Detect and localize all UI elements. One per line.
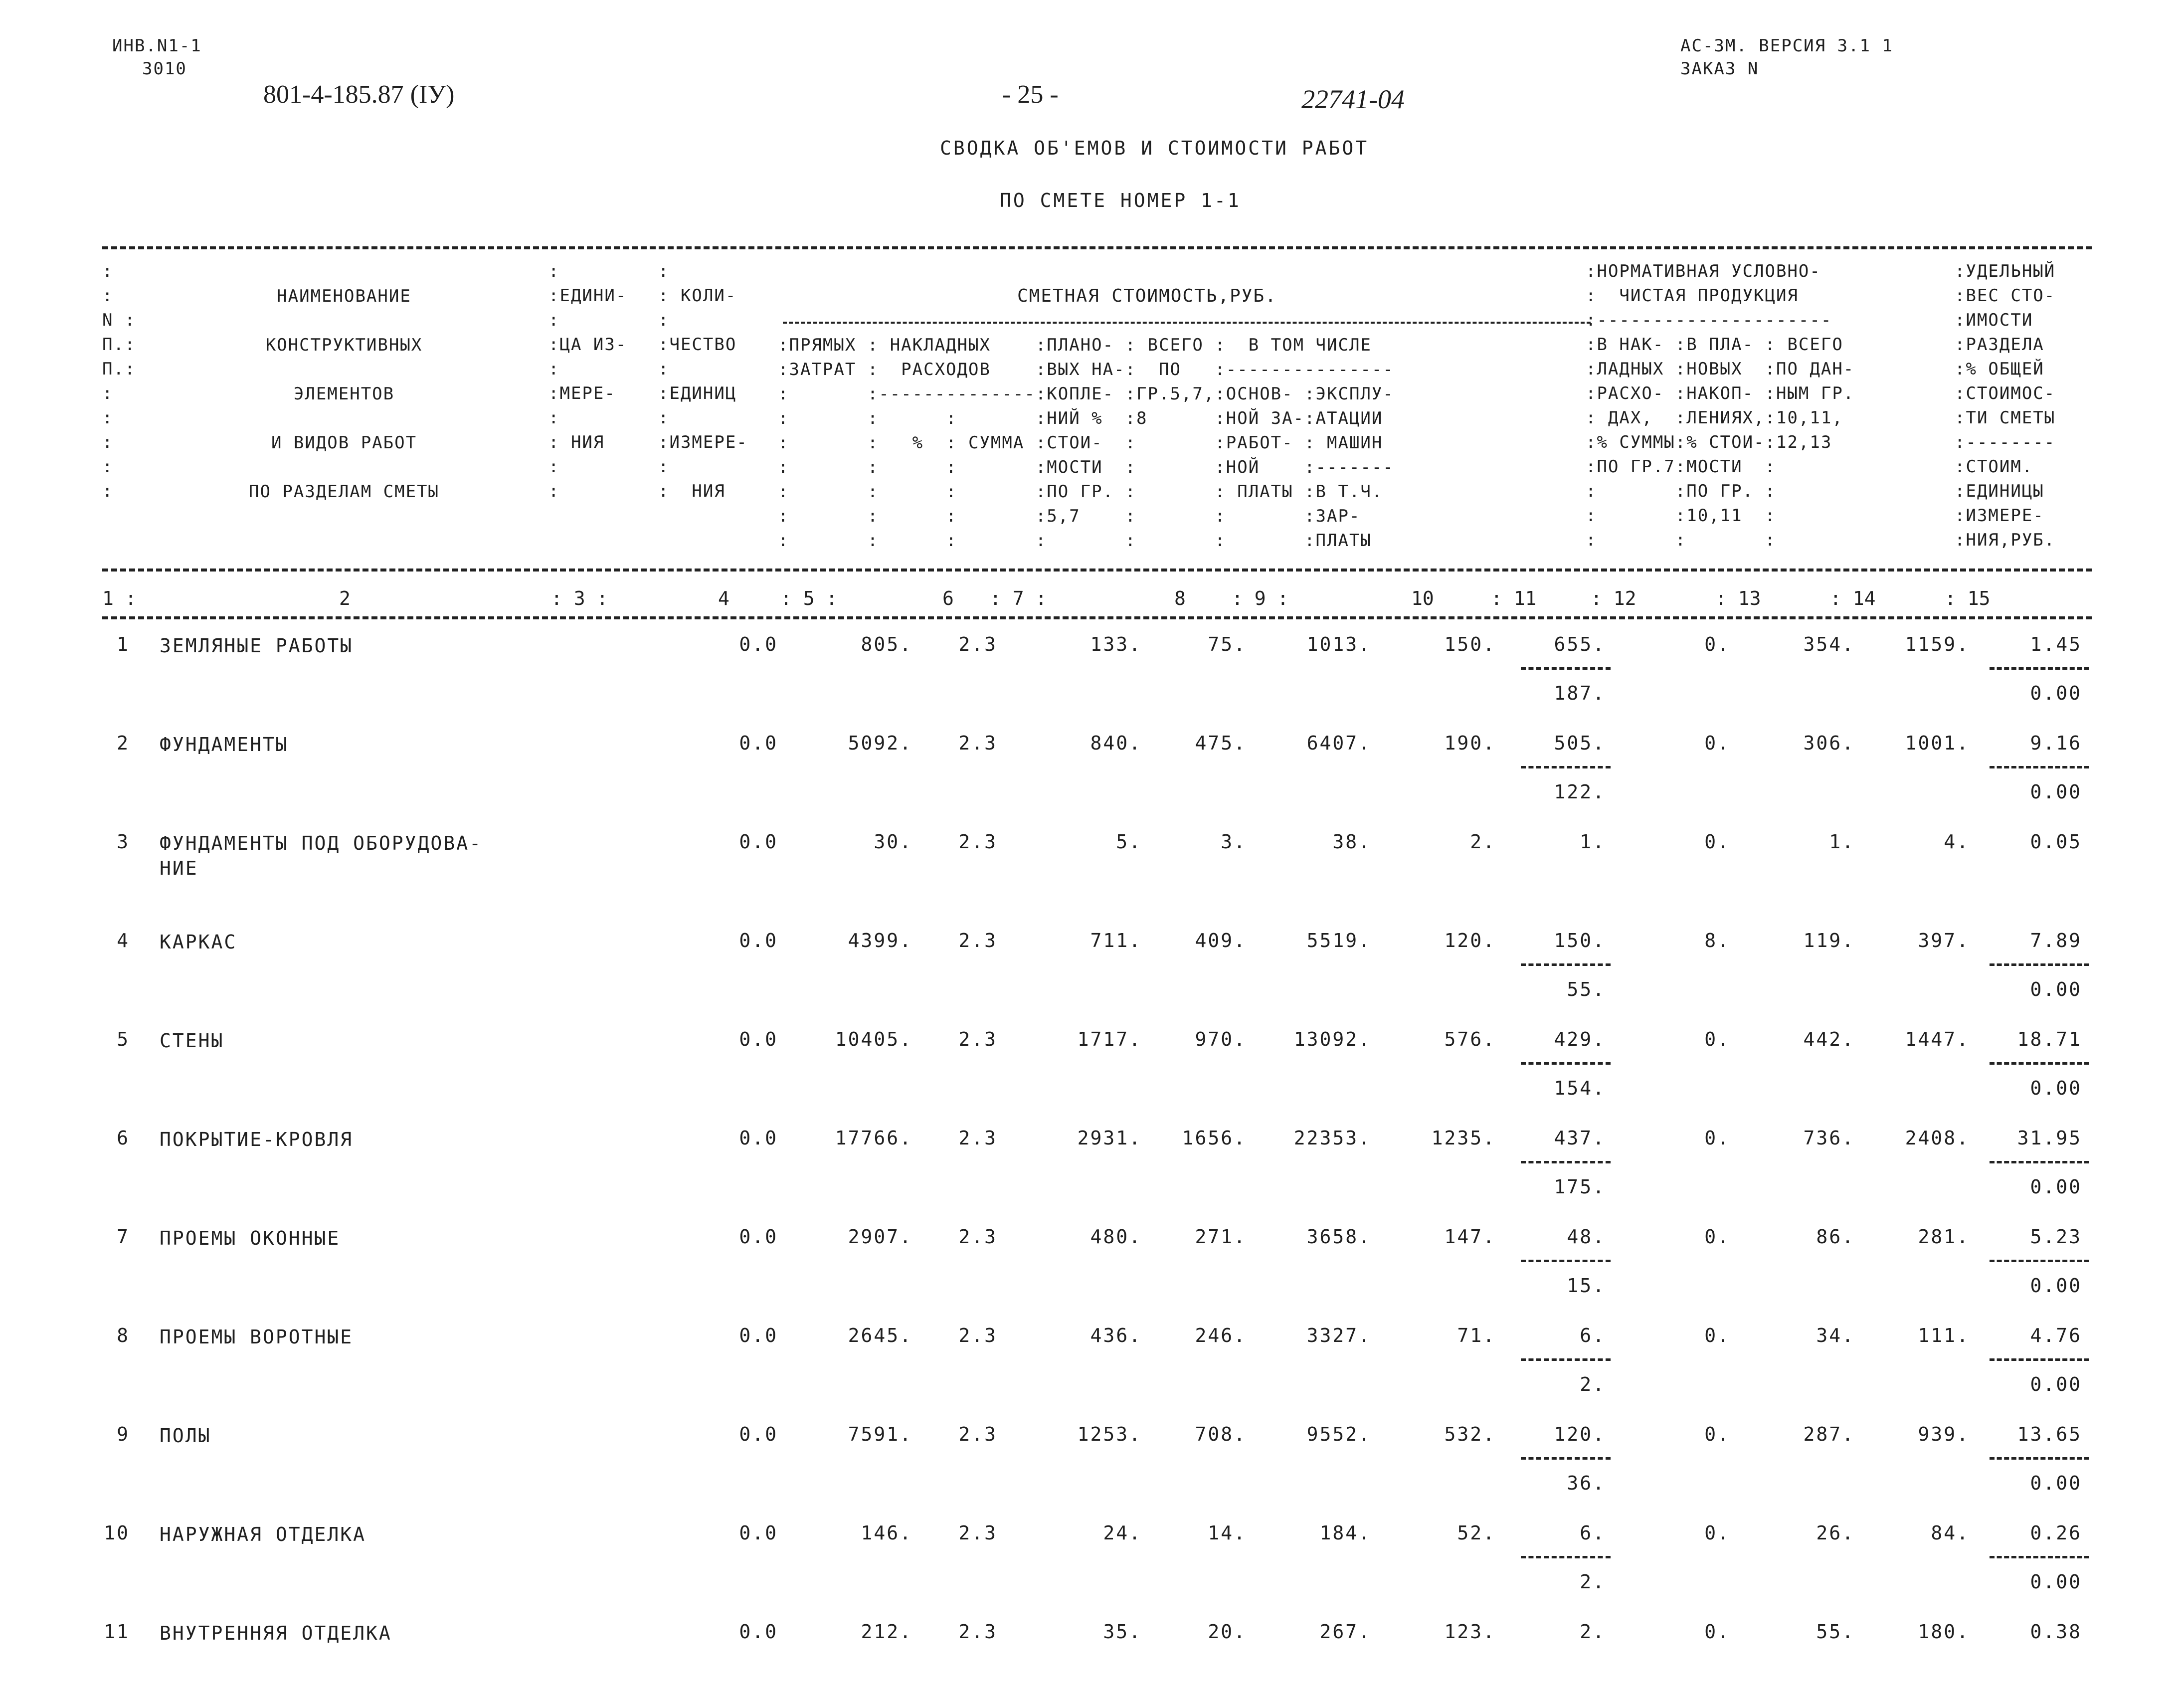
table-top-rule: [102, 246, 2092, 249]
row-number: 5: [117, 1028, 130, 1050]
row-number: 4: [117, 930, 130, 951]
row-cell-divider: [1990, 1457, 2089, 1460]
row-norm-planned: 26.: [1816, 1522, 1855, 1544]
row-overhead-percent: 2.3: [958, 930, 997, 951]
row-norm-total: 397.: [1918, 930, 1970, 951]
row-machine-wages: 15.: [1567, 1275, 1606, 1297]
row-planned-savings: 246.: [1195, 1325, 1247, 1346]
row-machine-costs: 655.: [1554, 633, 1606, 655]
row-base-wages: 2.: [1470, 831, 1496, 853]
row-number: 3: [117, 831, 130, 853]
row-machine-costs: 2.: [1580, 1621, 1606, 1643]
row-name: ФУНДАМЕНТЫ: [160, 734, 289, 756]
row-overhead-sum: 35.: [1103, 1621, 1142, 1643]
row-planned-savings: 970.: [1195, 1028, 1247, 1050]
row-cell-divider: [1521, 667, 1611, 670]
row-planned-savings: 475.: [1195, 732, 1247, 754]
row-name: НАРУЖНАЯ ОТДЕЛКА: [160, 1523, 366, 1545]
row-name: ПОКРЫТИЕ-КРОВЛЯ: [160, 1129, 354, 1150]
row-base-wages: 190.: [1444, 732, 1496, 754]
row-norm-planned: 442.: [1803, 1028, 1855, 1050]
row-direct-costs: 4399.: [848, 930, 912, 951]
row-quantity: 0.0: [739, 1621, 778, 1643]
row-norm-overhead: 0.: [1704, 1028, 1730, 1050]
row-direct-costs: 146.: [861, 1522, 912, 1544]
colnum-10: 10: [1411, 587, 1434, 609]
row-machine-wages: 187.: [1554, 682, 1606, 704]
row-number: 6: [117, 1127, 130, 1149]
row-unit-cost: 0.00: [2030, 682, 2082, 704]
row-machine-wages: 55.: [1567, 978, 1606, 1000]
row-norm-overhead: 0.: [1704, 831, 1730, 853]
header-group-cost: СМЕТНАЯ СТОИМОСТЬ,РУБ.: [1017, 286, 1277, 306]
colnum-15: : 15: [1945, 587, 1991, 609]
row-norm-total: 281.: [1918, 1226, 1970, 1248]
row-unit-cost: 0.00: [2030, 1571, 2082, 1593]
row-norm-total: 84.: [1931, 1522, 1970, 1544]
row-overhead-percent: 2.3: [958, 1226, 997, 1248]
row-overhead-sum: 840.: [1090, 732, 1142, 754]
row-unit-cost: 0.00: [2030, 1077, 2082, 1099]
row-number: 1: [117, 633, 130, 655]
row-total: 184.: [1319, 1522, 1371, 1544]
row-number: 8: [117, 1325, 130, 1346]
row-quantity: 0.0: [739, 1028, 778, 1050]
row-overhead-percent: 2.3: [958, 831, 997, 853]
row-norm-planned: 34.: [1816, 1325, 1855, 1346]
row-overhead-percent: 2.3: [958, 1028, 997, 1050]
row-machine-costs: 6.: [1580, 1325, 1606, 1346]
row-norm-planned: 86.: [1816, 1226, 1855, 1248]
row-share: 18.71: [2017, 1028, 2082, 1050]
row-machine-wages: 175.: [1554, 1176, 1606, 1198]
colnum-3: : 3 :: [551, 587, 608, 609]
row-machine-costs: 150.: [1554, 930, 1606, 951]
row-machine-wages: 2.: [1580, 1571, 1606, 1593]
table-row: [0, 1522, 2179, 1612]
row-overhead-percent: 2.3: [958, 1325, 997, 1346]
row-total: 267.: [1319, 1621, 1371, 1643]
row-quantity: 0.0: [739, 930, 778, 951]
row-overhead-sum: 711.: [1090, 930, 1142, 951]
row-planned-savings: 271.: [1195, 1226, 1247, 1248]
document-code: 801-4-185.87 (IУ): [263, 80, 455, 109]
row-share: 5.23: [2030, 1226, 2082, 1248]
table-row: [0, 1127, 2179, 1217]
row-share: 1.45: [2030, 633, 2082, 655]
row-cell-divider: [1521, 1260, 1611, 1262]
row-base-wages: 576.: [1444, 1028, 1496, 1050]
row-machine-costs: 1.: [1580, 831, 1606, 853]
row-planned-savings: 75.: [1208, 633, 1247, 655]
row-norm-total: 1001.: [1905, 732, 1970, 754]
row-name: ФУНДАМЕНТЫ ПОД ОБОРУДОВА-НИЕ: [160, 832, 482, 879]
row-cell-divider: [1990, 963, 2089, 966]
table-row: [0, 1423, 2179, 1513]
row-name: КАРКАС: [160, 931, 237, 953]
row-norm-planned: 1.: [1829, 831, 1855, 853]
header-cost-subcolumns: :ПРЯМЫХ : НАКЛАДНЫХ :ПЛАНО- : ВСЕГО : В ТОМ ЧИСЛЕ :ЗАТРАТ : РАСХОДОВ :ВЫХ НА-: ПО :--------------- : :--------------:КОПЛЕ- :ГР.5,7,:ОСНОВ- :ЭКСПЛУ- : : : :НИЙ % :8 :НОЙ ЗА-:АТАЦИИ : : % : СУММА :СТОИ- : :РАБОТ- : МАШИН : : : :МОСТИ : :НОЙ :------- : : : :ПО ГР. : : ПЛАТЫ :В Т.Ч. : : : :5,7 : : :ЗАР- : : : : : : :ПЛАТЫ: [778, 335, 1394, 551]
row-machine-costs: 48.: [1567, 1226, 1606, 1248]
colnum-8: 8: [1174, 587, 1186, 609]
row-overhead-sum: 1717.: [1077, 1028, 1142, 1050]
row-norm-total: 4.: [1944, 831, 1970, 853]
page-subtitle: ПО СМЕТЕ НОМЕР 1-1: [1000, 190, 1241, 211]
inventory-code: 3010: [142, 59, 187, 79]
row-machine-costs: 437.: [1554, 1127, 1606, 1149]
row-cell-divider: [1521, 1556, 1611, 1558]
row-quantity: 0.0: [739, 1522, 778, 1544]
page-number: - 25 -: [1002, 80, 1059, 109]
row-unit-cost: 0.00: [2030, 1275, 2082, 1297]
row-overhead-sum: 133.: [1090, 633, 1142, 655]
row-total: 3658.: [1306, 1226, 1371, 1248]
row-machine-costs: 429.: [1554, 1028, 1606, 1050]
row-direct-costs: 805.: [861, 633, 912, 655]
row-norm-total: 111.: [1918, 1325, 1970, 1346]
row-share: 9.16: [2030, 732, 2082, 754]
row-quantity: 0.0: [739, 1226, 778, 1248]
row-number: 10: [104, 1522, 130, 1544]
order-label: ЗАКАЗ N: [1680, 59, 1759, 79]
row-quantity: 0.0: [739, 633, 778, 655]
row-name: ВНУТРЕННЯЯ ОТДЕЛКА: [160, 1622, 392, 1644]
page-title: СВОДКА ОБ'ЕМОВ И СТОИМОСТИ РАБОТ: [940, 137, 1369, 159]
version-label: АС-3М. ВЕРСИЯ 3.1 1: [1680, 36, 1893, 56]
row-direct-costs: 2907.: [848, 1226, 912, 1248]
handwritten-reference: 22741-04: [1301, 84, 1405, 114]
row-overhead-sum: 1253.: [1077, 1423, 1142, 1445]
row-norm-overhead: 0.: [1704, 1127, 1730, 1149]
row-quantity: 0.0: [739, 1423, 778, 1445]
table-row: [0, 633, 2179, 723]
colnum-1: 1 :: [102, 587, 137, 609]
row-cell-divider: [1521, 1358, 1611, 1361]
row-norm-overhead: 0.: [1704, 1226, 1730, 1248]
row-base-wages: 120.: [1444, 930, 1496, 951]
row-overhead-sum: 24.: [1103, 1522, 1142, 1544]
row-cell-divider: [1521, 963, 1611, 966]
colnum-12: : 12: [1591, 587, 1636, 609]
row-base-wages: 532.: [1444, 1423, 1496, 1445]
row-machine-wages: 36.: [1567, 1472, 1606, 1494]
row-share: 13.65: [2017, 1423, 2082, 1445]
row-direct-costs: 10405.: [835, 1028, 912, 1050]
table-row: [0, 831, 2179, 921]
row-norm-planned: 306.: [1803, 732, 1855, 754]
row-norm-planned: 736.: [1803, 1127, 1855, 1149]
row-cell-divider: [1521, 1457, 1611, 1460]
row-total: 5519.: [1306, 930, 1371, 951]
row-total: 22353.: [1293, 1127, 1371, 1149]
row-cell-divider: [1990, 1358, 2089, 1361]
row-base-wages: 123.: [1444, 1621, 1496, 1643]
row-share: 4.76: [2030, 1325, 2082, 1346]
row-share: 0.38: [2030, 1621, 2082, 1643]
row-norm-planned: 354.: [1803, 633, 1855, 655]
row-name: ПРОЕМЫ ВОРОТНЫЕ: [160, 1326, 354, 1348]
row-cell-divider: [1990, 667, 2089, 670]
table-row: [0, 1621, 2179, 1681]
row-overhead-percent: 2.3: [958, 1127, 997, 1149]
row-norm-planned: 55.: [1816, 1621, 1855, 1643]
row-norm-planned: 119.: [1803, 930, 1855, 951]
row-quantity: 0.0: [739, 732, 778, 754]
row-planned-savings: 409.: [1195, 930, 1247, 951]
row-total: 38.: [1332, 831, 1371, 853]
row-total: 13092.: [1293, 1028, 1371, 1050]
row-quantity: 0.0: [739, 831, 778, 853]
row-unit-cost: 0.00: [2030, 1373, 2082, 1395]
colnum-13: : 13: [1715, 587, 1761, 609]
row-planned-savings: 3.: [1221, 831, 1247, 853]
colnum-7: : 7 :: [990, 587, 1047, 609]
row-name: СТЕНЫ: [160, 1030, 224, 1052]
row-direct-costs: 212.: [861, 1621, 912, 1643]
row-planned-savings: 14.: [1208, 1522, 1247, 1544]
row-unit-cost: 0.00: [2030, 1472, 2082, 1494]
table-row: [0, 1325, 2179, 1414]
table-header-rule: [102, 569, 2092, 571]
row-name: ПОЛЫ: [160, 1425, 211, 1447]
row-number: 9: [117, 1423, 130, 1445]
row-machine-costs: 6.: [1580, 1522, 1606, 1544]
header-group-share: :УДЕЛЬНЫЙ :ВЕС СТО- :ИМОСТИ :РАЗДЕЛА :% ОБЩЕЙ :СТОИМОС- :ТИ СМЕТЫ :-------- :СТОИМ. :ЕДИНИЦЫ :ИЗМЕРЕ- :НИЯ,РУБ.: [1955, 261, 2056, 550]
header-group-norm: :НОРМАТИВНАЯ УСЛОВНО- : ЧИСТАЯ ПРОДУКЦИЯ :--------------------- :В НАК- :В ПЛА- : ВСЕГО :ЛАДНЫХ :НОВЫХ :ПО ДАН- :РАСХО- :НАКОП- :НЫМ ГР. : ДАХ, :ЛЕНИЯХ,:10,11, :% СУММЫ:% СТОИ-:12,13 :ПО ГР.7:МОСТИ : : :ПО ГР. : : :10,11 : : : :: [1586, 261, 1855, 550]
row-base-wages: 147.: [1444, 1226, 1496, 1248]
row-overhead-sum: 436.: [1090, 1325, 1142, 1346]
row-unit-cost: 0.00: [2030, 978, 2082, 1000]
row-number: 2: [117, 732, 130, 754]
row-base-wages: 1235.: [1431, 1127, 1496, 1149]
row-norm-overhead: 0.: [1704, 1522, 1730, 1544]
colnum-6: 6: [942, 587, 954, 609]
row-machine-wages: 2.: [1580, 1373, 1606, 1395]
row-base-wages: 52.: [1457, 1522, 1496, 1544]
colnum-5: : 5 :: [780, 587, 838, 609]
row-cell-divider: [1990, 1260, 2089, 1262]
row-norm-overhead: 0.: [1704, 732, 1730, 754]
row-planned-savings: 708.: [1195, 1423, 1247, 1445]
row-planned-savings: 1656.: [1182, 1127, 1247, 1149]
row-direct-costs: 17766.: [835, 1127, 912, 1149]
table-row: [0, 930, 2179, 1019]
header-col-quantity: : : КОЛИ- : :ЧЕСТВО : :ЕДИНИЦ : :ИЗМЕРЕ- : : НИЯ: [658, 261, 748, 501]
row-overhead-percent: 2.3: [958, 1621, 997, 1643]
row-total: 9552.: [1306, 1423, 1371, 1445]
row-overhead-sum: 5.: [1116, 831, 1142, 853]
header-col-name: НАИМЕНОВАНИЕ КОНСТРУКТИВНЫХ ЭЛЕМЕНТОВ И ВИДОВ РАБОТ ПО РАЗДЕЛАМ СМЕТЫ: [249, 286, 439, 502]
row-norm-overhead: 0.: [1704, 1621, 1730, 1643]
row-share: 0.26: [2030, 1522, 2082, 1544]
row-cell-divider: [1521, 1161, 1611, 1163]
row-machine-wages: 122.: [1554, 781, 1606, 803]
row-machine-wages: 154.: [1554, 1077, 1606, 1099]
row-cell-divider: [1521, 766, 1611, 768]
row-share: 31.95: [2017, 1127, 2082, 1149]
colnum-4: 4: [718, 587, 729, 609]
row-norm-overhead: 0.: [1704, 1423, 1730, 1445]
row-overhead-sum: 2931.: [1077, 1127, 1142, 1149]
header-col-number: : : N : П.: П.: : : : : :: [102, 261, 136, 501]
row-unit-cost: 0.00: [2030, 781, 2082, 803]
table-row: [0, 732, 2179, 822]
row-norm-total: 180.: [1918, 1621, 1970, 1643]
row-norm-overhead: 0.: [1704, 633, 1730, 655]
row-overhead-percent: 2.3: [958, 1522, 997, 1544]
header-cost-divider: [783, 322, 1591, 324]
colnum-14: : 14: [1830, 587, 1876, 609]
table-numbers-rule: [102, 616, 2092, 619]
row-overhead-percent: 2.3: [958, 1423, 997, 1445]
row-machine-costs: 120.: [1554, 1423, 1606, 1445]
colnum-2: 2: [339, 587, 351, 609]
row-norm-overhead: 8.: [1704, 930, 1730, 951]
row-norm-total: 1159.: [1905, 633, 1970, 655]
header-col-unit: : :ЕДИНИ- : :ЦА ИЗ- : :МЕРЕ- : : НИЯ : :: [548, 261, 627, 501]
row-cell-divider: [1521, 1062, 1611, 1065]
row-cell-divider: [1990, 1556, 2089, 1558]
row-total: 3327.: [1306, 1325, 1371, 1346]
row-number: 11: [104, 1621, 130, 1643]
row-overhead-percent: 2.3: [958, 633, 997, 655]
row-norm-total: 1447.: [1905, 1028, 1970, 1050]
row-norm-total: 2408.: [1905, 1127, 1970, 1149]
row-norm-total: 939.: [1918, 1423, 1970, 1445]
row-overhead-sum: 480.: [1090, 1226, 1142, 1248]
row-norm-overhead: 0.: [1704, 1325, 1730, 1346]
row-cell-divider: [1990, 766, 2089, 768]
row-norm-planned: 287.: [1803, 1423, 1855, 1445]
row-direct-costs: 5092.: [848, 732, 912, 754]
colnum-11: : 11: [1491, 587, 1537, 609]
row-direct-costs: 7591.: [848, 1423, 912, 1445]
row-total: 1013.: [1306, 633, 1371, 655]
row-overhead-percent: 2.3: [958, 732, 997, 754]
table-row: [0, 1028, 2179, 1118]
colnum-9: : 9 :: [1232, 587, 1289, 609]
row-machine-costs: 505.: [1554, 732, 1606, 754]
row-planned-savings: 20.: [1208, 1621, 1247, 1643]
row-total: 6407.: [1306, 732, 1371, 754]
row-quantity: 0.0: [739, 1127, 778, 1149]
row-share: 0.05: [2030, 831, 2082, 853]
row-direct-costs: 2645.: [848, 1325, 912, 1346]
row-direct-costs: 30.: [874, 831, 912, 853]
row-base-wages: 71.: [1457, 1325, 1496, 1346]
row-name: ЗЕМЛЯНЫЕ РАБОТЫ: [160, 635, 354, 657]
row-unit-cost: 0.00: [2030, 1176, 2082, 1198]
row-base-wages: 150.: [1444, 633, 1496, 655]
row-quantity: 0.0: [739, 1325, 778, 1346]
row-number: 7: [117, 1226, 130, 1248]
row-cell-divider: [1990, 1161, 2089, 1163]
inventory-label: ИНВ.N1-1: [112, 36, 202, 56]
table-row: [0, 1226, 2179, 1316]
row-cell-divider: [1990, 1062, 2089, 1065]
row-name: ПРОЕМЫ ОКОННЫЕ: [160, 1227, 341, 1249]
row-share: 7.89: [2030, 930, 2082, 951]
